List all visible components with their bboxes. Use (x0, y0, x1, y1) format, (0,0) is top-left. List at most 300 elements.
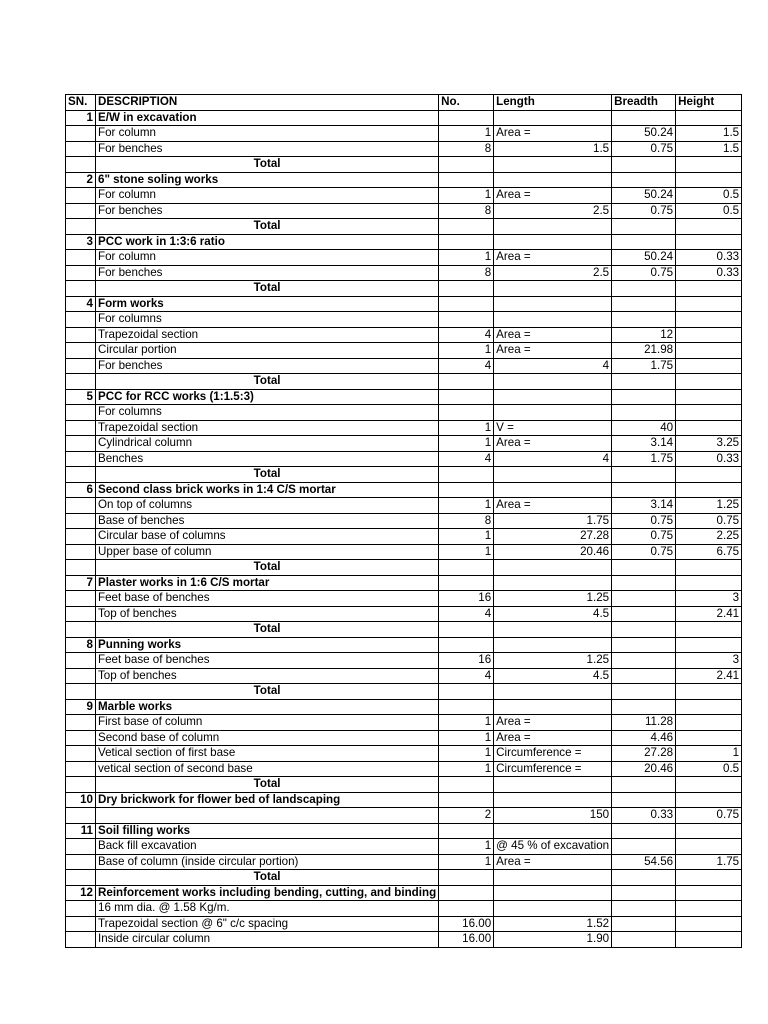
no-cell: 16.00 (439, 916, 494, 932)
sn-cell (66, 343, 96, 359)
no-cell (439, 234, 494, 250)
no-cell: 1 (439, 436, 494, 452)
breadth-cell (612, 405, 676, 421)
sn-cell: 6 (66, 482, 96, 498)
table-row (66, 420, 742, 436)
section-row (66, 172, 742, 188)
length-cell: 1.75 (494, 513, 612, 529)
length-cell (494, 405, 612, 421)
description-cell: For benches (96, 358, 439, 374)
no-cell (439, 405, 494, 421)
breadth-cell: 3.14 (612, 436, 676, 452)
description-cell: For column (96, 250, 439, 266)
length-cell (494, 482, 612, 498)
description-cell: Top of benches (96, 668, 439, 684)
sn-cell (66, 467, 96, 483)
description-cell: Circular portion (96, 343, 439, 359)
table-row (66, 808, 742, 824)
sn-cell (66, 730, 96, 746)
no-cell: 1 (439, 854, 494, 870)
no-cell: 1 (439, 761, 494, 777)
height-cell (676, 575, 742, 591)
sn-cell (66, 916, 96, 932)
no-cell (439, 901, 494, 917)
breadth-cell: 0.75 (612, 529, 676, 545)
length-cell (494, 234, 612, 250)
table-row (66, 312, 742, 328)
col-header-sn: SN. (66, 95, 96, 111)
section-row (66, 234, 742, 250)
length-cell (494, 281, 612, 297)
length-cell: Area = (494, 188, 612, 204)
length-cell (494, 870, 612, 886)
no-cell (439, 560, 494, 576)
description-cell: Back fill excavation (96, 839, 439, 855)
description-cell: Reinforcement works including bending, cutting, and binding (96, 885, 439, 901)
section-row (66, 699, 742, 715)
height-cell (676, 389, 742, 405)
no-cell: 1 (439, 250, 494, 266)
sn-cell (66, 281, 96, 297)
breadth-cell: 0.75 (612, 203, 676, 219)
description-cell: Total (96, 467, 439, 483)
table-row (66, 761, 742, 777)
length-cell (494, 296, 612, 312)
length-cell: 1.90 (494, 932, 612, 948)
no-cell: 16 (439, 653, 494, 669)
breadth-cell (612, 157, 676, 173)
description-cell: Marble works (96, 699, 439, 715)
no-cell (439, 467, 494, 483)
no-cell (439, 885, 494, 901)
description-cell (96, 808, 439, 824)
breadth-cell: 1.75 (612, 358, 676, 374)
no-cell: 1 (439, 126, 494, 142)
total-row (66, 622, 742, 638)
sn-cell (66, 715, 96, 731)
height-cell (676, 684, 742, 700)
breadth-cell (612, 668, 676, 684)
length-cell (494, 467, 612, 483)
no-cell (439, 637, 494, 653)
length-cell (494, 575, 612, 591)
length-cell (494, 110, 612, 126)
table-row (66, 141, 742, 157)
breadth-cell (612, 374, 676, 390)
height-cell: 1.5 (676, 126, 742, 142)
section-row (66, 823, 742, 839)
no-cell: 4 (439, 668, 494, 684)
table-row (66, 203, 742, 219)
description-cell: vetical section of second base (96, 761, 439, 777)
breadth-cell (612, 870, 676, 886)
sn-cell (66, 932, 96, 948)
sn-cell: 7 (66, 575, 96, 591)
breadth-cell (612, 622, 676, 638)
table-row (66, 498, 742, 514)
length-cell: 1.25 (494, 653, 612, 669)
section-row (66, 637, 742, 653)
sn-cell (66, 513, 96, 529)
height-cell: 0.5 (676, 203, 742, 219)
breadth-cell (612, 296, 676, 312)
length-cell (494, 684, 612, 700)
sn-cell (66, 622, 96, 638)
description-cell: For benches (96, 203, 439, 219)
height-cell: 0.75 (676, 808, 742, 824)
breadth-cell: 3.14 (612, 498, 676, 514)
description-cell: Total (96, 374, 439, 390)
sn-cell (66, 188, 96, 204)
breadth-cell (612, 699, 676, 715)
breadth-cell: 50.24 (612, 250, 676, 266)
section-row (66, 575, 742, 591)
length-cell: Area = (494, 343, 612, 359)
sn-cell: 1 (66, 110, 96, 126)
no-cell (439, 110, 494, 126)
sn-cell (66, 591, 96, 607)
length-cell (494, 172, 612, 188)
no-cell (439, 219, 494, 235)
height-cell (676, 699, 742, 715)
sn-cell (66, 746, 96, 762)
length-cell: Area = (494, 126, 612, 142)
total-row (66, 219, 742, 235)
no-cell (439, 296, 494, 312)
description-cell: For columns (96, 405, 439, 421)
sn-cell: 9 (66, 699, 96, 715)
height-cell: 1.75 (676, 854, 742, 870)
no-cell: 8 (439, 513, 494, 529)
total-row (66, 684, 742, 700)
breadth-cell: 50.24 (612, 188, 676, 204)
length-cell: Area = (494, 250, 612, 266)
length-cell (494, 777, 612, 793)
description-cell: 16 mm dia. @ 1.58 Kg/m. (96, 901, 439, 917)
breadth-cell (612, 575, 676, 591)
no-cell: 1 (439, 498, 494, 514)
description-cell: Top of benches (96, 606, 439, 622)
length-cell: Area = (494, 327, 612, 343)
length-cell (494, 699, 612, 715)
breadth-cell: 0.75 (612, 141, 676, 157)
no-cell: 8 (439, 203, 494, 219)
length-cell: 20.46 (494, 544, 612, 560)
no-cell (439, 389, 494, 405)
table-row (66, 932, 742, 948)
height-cell (676, 792, 742, 808)
description-cell: E/W in excavation (96, 110, 439, 126)
length-cell: Circumference = (494, 761, 612, 777)
height-cell: 0.33 (676, 451, 742, 467)
sn-cell: 10 (66, 792, 96, 808)
section-row (66, 296, 742, 312)
height-cell (676, 327, 742, 343)
no-cell: 8 (439, 141, 494, 157)
breadth-cell (612, 482, 676, 498)
breadth-cell (612, 792, 676, 808)
height-cell (676, 823, 742, 839)
description-cell: Feet base of benches (96, 653, 439, 669)
description-cell: Total (96, 870, 439, 886)
table-row (66, 839, 742, 855)
no-cell (439, 575, 494, 591)
total-row (66, 560, 742, 576)
height-cell (676, 172, 742, 188)
breadth-cell (612, 901, 676, 917)
no-cell: 1 (439, 544, 494, 560)
description-cell: Feet base of benches (96, 591, 439, 607)
height-cell: 1 (676, 746, 742, 762)
table-row (66, 126, 742, 142)
section-row (66, 482, 742, 498)
height-cell (676, 296, 742, 312)
table-row (66, 854, 742, 870)
section-row (66, 885, 742, 901)
sn-cell (66, 141, 96, 157)
height-cell: 1.5 (676, 141, 742, 157)
sn-cell (66, 560, 96, 576)
col-header-height: Height (676, 95, 742, 111)
height-cell (676, 482, 742, 498)
length-cell (494, 374, 612, 390)
no-cell: 4 (439, 606, 494, 622)
length-cell: @ 45 % of excavation (494, 839, 612, 855)
length-cell (494, 901, 612, 917)
breadth-cell: 0.75 (612, 513, 676, 529)
col-header-length: Length (494, 95, 612, 111)
section-row (66, 389, 742, 405)
description-cell: Total (96, 560, 439, 576)
sn-cell: 3 (66, 234, 96, 250)
sn-cell: 11 (66, 823, 96, 839)
table-row (66, 250, 742, 266)
breadth-cell: 21.98 (612, 343, 676, 359)
no-cell: 16.00 (439, 932, 494, 948)
breadth-cell: 50.24 (612, 126, 676, 142)
length-cell: 150 (494, 808, 612, 824)
sn-cell: 5 (66, 389, 96, 405)
sn-cell (66, 405, 96, 421)
description-cell: For columns (96, 312, 439, 328)
total-row (66, 467, 742, 483)
table-row (66, 715, 742, 731)
sn-cell (66, 420, 96, 436)
no-cell (439, 482, 494, 498)
length-cell: 4 (494, 451, 612, 467)
height-cell (676, 560, 742, 576)
breadth-cell: 0.75 (612, 265, 676, 281)
sn-cell (66, 358, 96, 374)
length-cell: 1.5 (494, 141, 612, 157)
col-header-no: No. (439, 95, 494, 111)
height-cell (676, 281, 742, 297)
breadth-cell: 27.28 (612, 746, 676, 762)
table-row (66, 405, 742, 421)
height-cell: 0.75 (676, 513, 742, 529)
sn-cell (66, 901, 96, 917)
sn-cell (66, 529, 96, 545)
description-cell: 6" stone soling works (96, 172, 439, 188)
height-cell (676, 777, 742, 793)
table-row (66, 901, 742, 917)
breadth-cell (612, 839, 676, 855)
description-cell: Inside circular column (96, 932, 439, 948)
table-row (66, 606, 742, 622)
height-cell (676, 916, 742, 932)
length-cell (494, 792, 612, 808)
no-cell: 4 (439, 451, 494, 467)
no-cell: 1 (439, 839, 494, 855)
table-row (66, 544, 742, 560)
no-cell (439, 374, 494, 390)
description-cell: Benches (96, 451, 439, 467)
breadth-cell (612, 591, 676, 607)
height-cell: 3 (676, 591, 742, 607)
height-cell (676, 885, 742, 901)
height-cell (676, 405, 742, 421)
description-cell: Base of column (inside circular portion) (96, 854, 439, 870)
sn-cell (66, 250, 96, 266)
table-row (66, 730, 742, 746)
breadth-cell (612, 932, 676, 948)
breadth-cell (612, 110, 676, 126)
description-cell: Dry brickwork for flower bed of landscaping (96, 792, 439, 808)
height-cell (676, 901, 742, 917)
height-cell: 6.75 (676, 544, 742, 560)
length-cell: 1.52 (494, 916, 612, 932)
breadth-cell (612, 312, 676, 328)
breadth-cell (612, 172, 676, 188)
height-cell (676, 110, 742, 126)
col-header-description: DESCRIPTION (96, 95, 439, 111)
height-cell (676, 219, 742, 235)
table-row (66, 668, 742, 684)
table-row (66, 343, 742, 359)
breadth-cell: 20.46 (612, 761, 676, 777)
no-cell: 1 (439, 188, 494, 204)
sn-cell (66, 839, 96, 855)
no-cell: 1 (439, 730, 494, 746)
total-row (66, 777, 742, 793)
no-cell (439, 870, 494, 886)
description-cell: PCC for RCC works (1:1.5:3) (96, 389, 439, 405)
height-cell: 2.41 (676, 668, 742, 684)
description-cell: First base of column (96, 715, 439, 731)
description-cell: Circular base of columns (96, 529, 439, 545)
no-cell: 4 (439, 358, 494, 374)
breadth-cell (612, 467, 676, 483)
description-cell: Cylindrical column (96, 436, 439, 452)
length-cell (494, 885, 612, 901)
sn-cell (66, 777, 96, 793)
length-cell (494, 560, 612, 576)
sn-cell (66, 761, 96, 777)
description-cell: On top of columns (96, 498, 439, 514)
length-cell (494, 312, 612, 328)
description-cell: For column (96, 126, 439, 142)
length-cell (494, 219, 612, 235)
length-cell: 4 (494, 358, 612, 374)
sn-cell: 12 (66, 885, 96, 901)
height-cell (676, 467, 742, 483)
no-cell: 1 (439, 715, 494, 731)
sn-cell: 4 (66, 296, 96, 312)
length-cell: 2.5 (494, 203, 612, 219)
sn-cell (66, 653, 96, 669)
height-cell (676, 932, 742, 948)
height-cell: 0.5 (676, 188, 742, 204)
no-cell (439, 281, 494, 297)
no-cell (439, 172, 494, 188)
height-cell (676, 870, 742, 886)
description-cell: Form works (96, 296, 439, 312)
description-cell: Base of benches (96, 513, 439, 529)
table-row (66, 265, 742, 281)
height-cell: 0.33 (676, 265, 742, 281)
description-cell: Second base of column (96, 730, 439, 746)
length-cell: 4.5 (494, 606, 612, 622)
breadth-cell (612, 606, 676, 622)
table-row (66, 451, 742, 467)
total-row (66, 870, 742, 886)
no-cell: 4 (439, 327, 494, 343)
height-cell: 2.41 (676, 606, 742, 622)
description-cell: Total (96, 219, 439, 235)
height-cell (676, 622, 742, 638)
table-row (66, 916, 742, 932)
no-cell: 1 (439, 343, 494, 359)
description-cell: For column (96, 188, 439, 204)
breadth-cell: 12 (612, 327, 676, 343)
sn-cell (66, 374, 96, 390)
no-cell: 1 (439, 746, 494, 762)
length-cell: Area = (494, 854, 612, 870)
length-cell: Area = (494, 436, 612, 452)
no-cell: 8 (439, 265, 494, 281)
sn-cell (66, 451, 96, 467)
length-cell (494, 622, 612, 638)
breadth-cell: 4.46 (612, 730, 676, 746)
height-cell: 0.33 (676, 250, 742, 266)
length-cell: Area = (494, 730, 612, 746)
no-cell (439, 699, 494, 715)
table-row (66, 436, 742, 452)
no-cell (439, 777, 494, 793)
no-cell (439, 684, 494, 700)
no-cell: 1 (439, 420, 494, 436)
sn-cell (66, 265, 96, 281)
description-cell: Soil filling works (96, 823, 439, 839)
table-row (66, 653, 742, 669)
sn-cell (66, 157, 96, 173)
table-row (66, 358, 742, 374)
breadth-cell: 54.56 (612, 854, 676, 870)
breadth-cell: 1.75 (612, 451, 676, 467)
description-cell: Trapezoidal section (96, 327, 439, 343)
total-row (66, 157, 742, 173)
sn-cell (66, 203, 96, 219)
sn-cell (66, 544, 96, 560)
sn-cell (66, 498, 96, 514)
no-cell: 16 (439, 591, 494, 607)
breadth-cell (612, 560, 676, 576)
description-cell: Total (96, 281, 439, 297)
description-cell: Punning works (96, 637, 439, 653)
total-row (66, 374, 742, 390)
height-cell (676, 839, 742, 855)
height-cell (676, 157, 742, 173)
